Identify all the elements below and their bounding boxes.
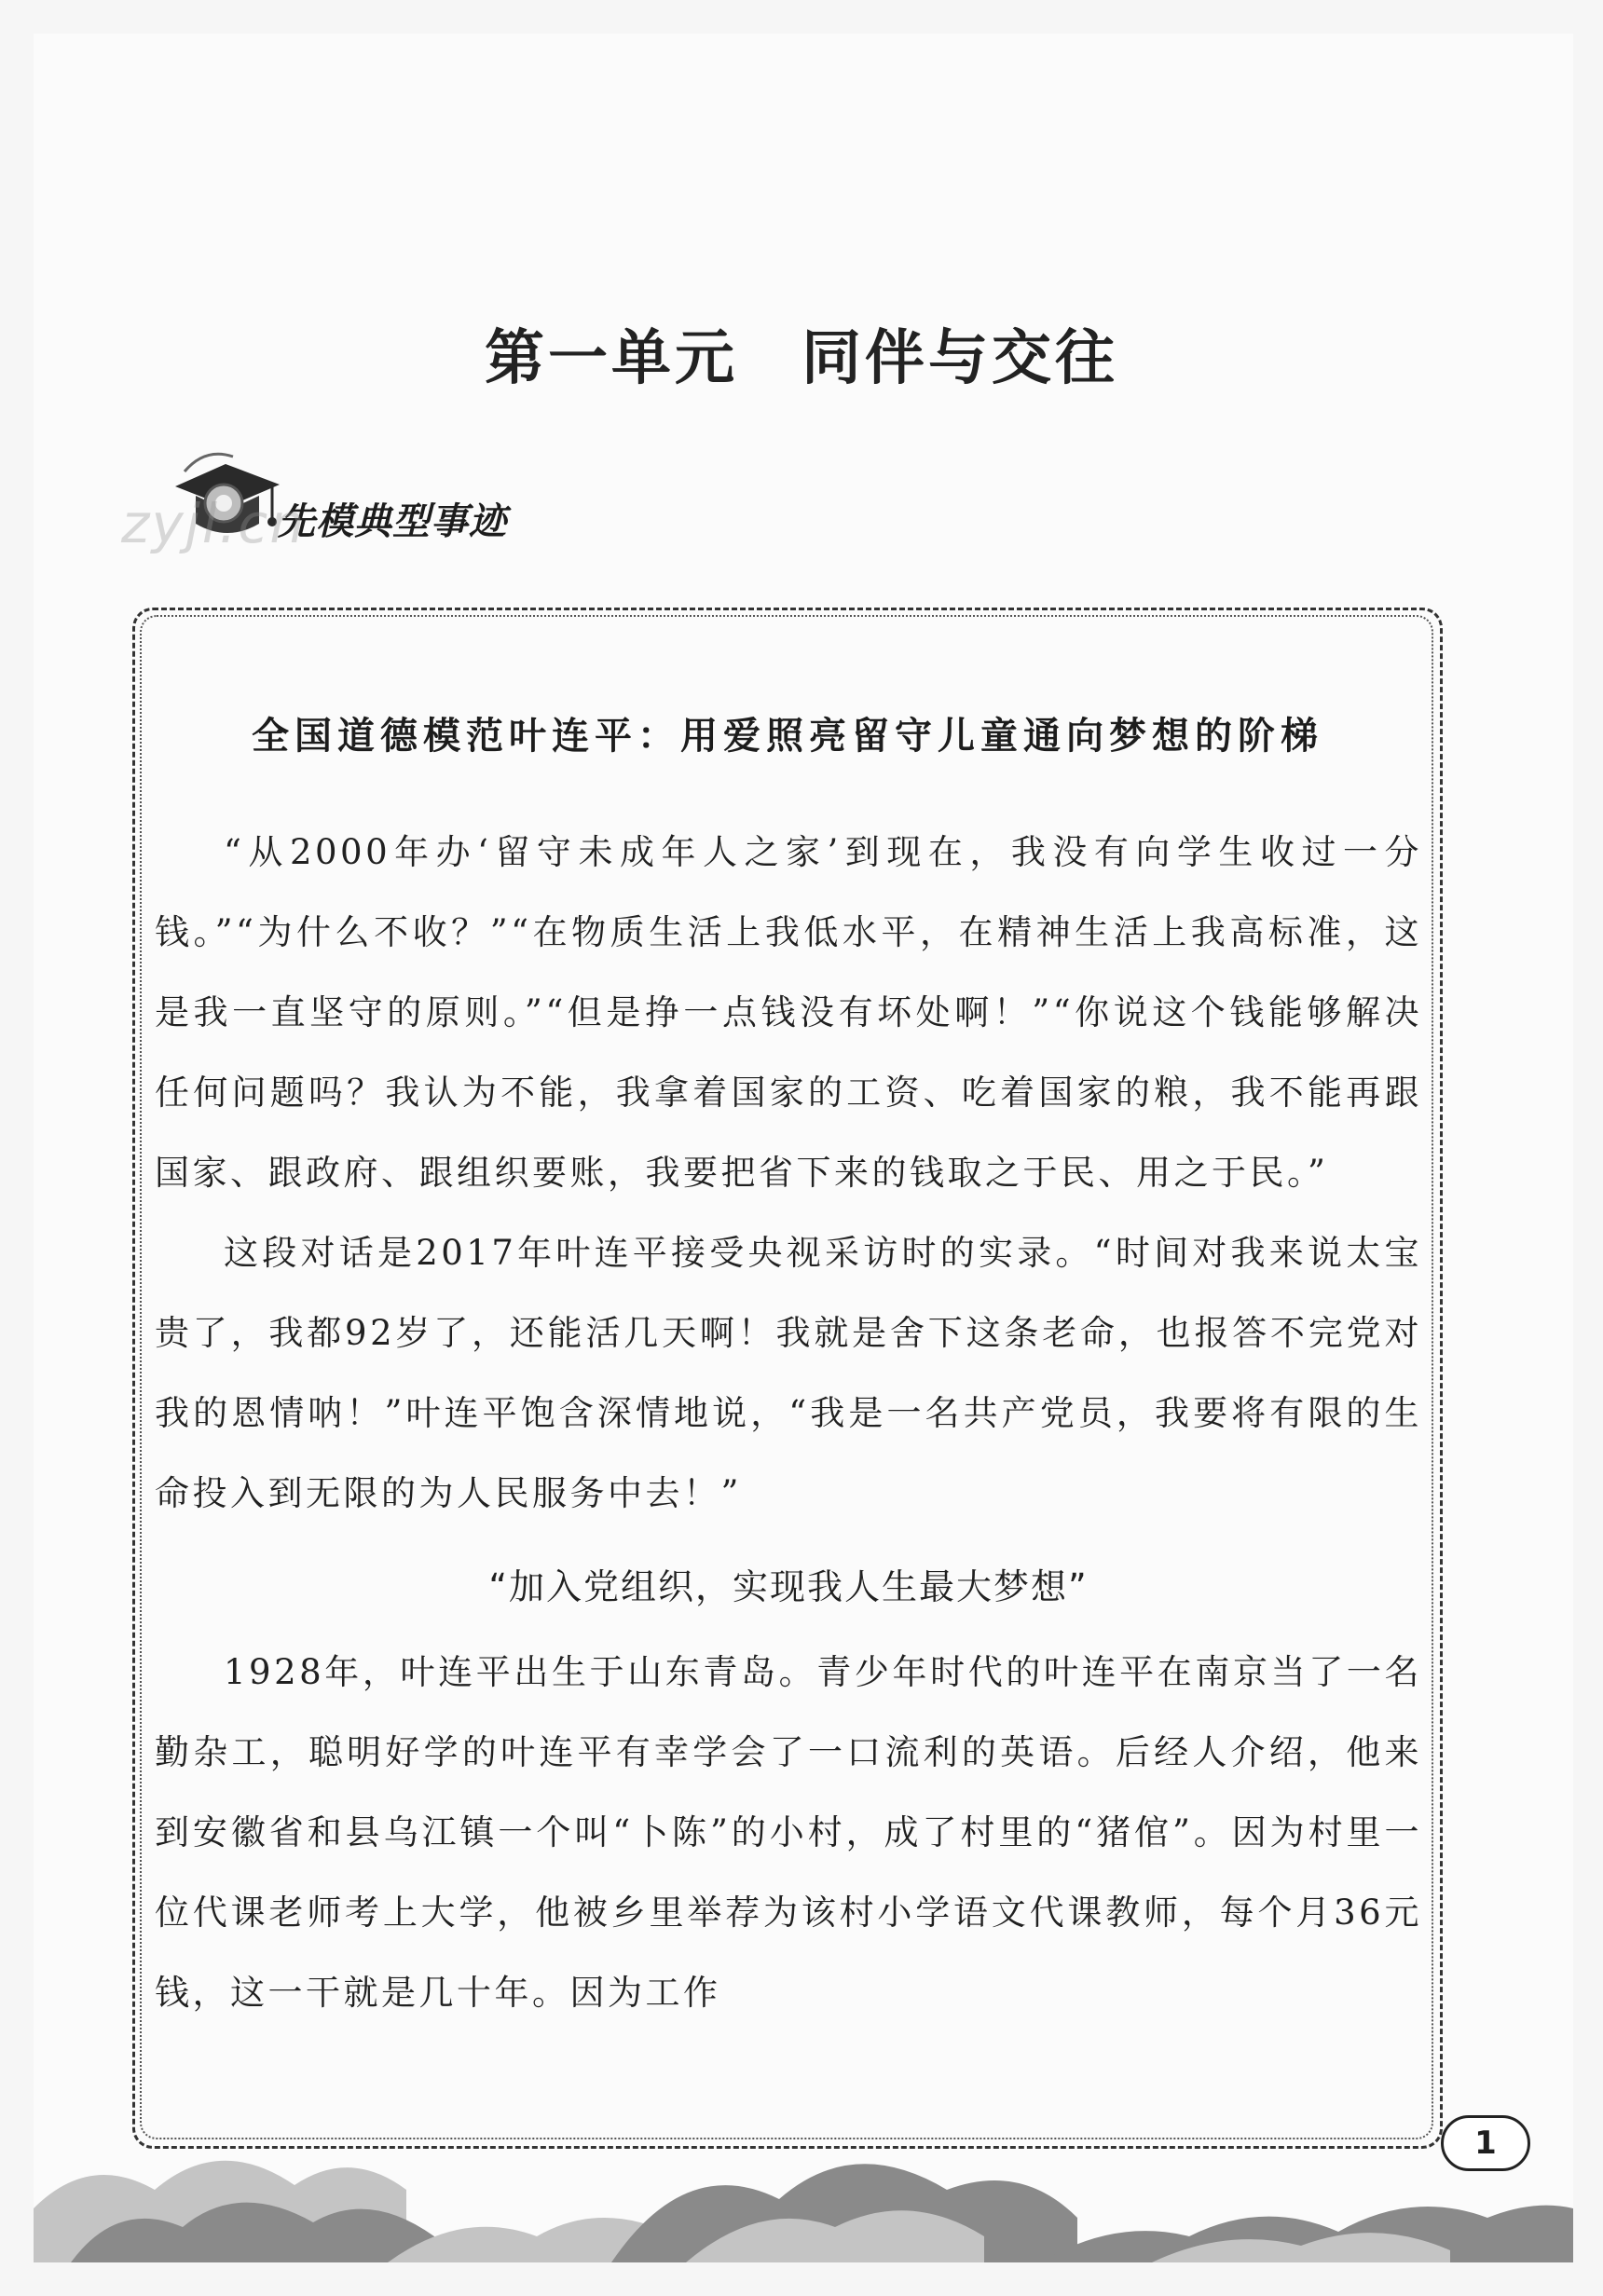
section-header-label: 先模典型事迹	[278, 500, 507, 543]
page-number: 1	[1441, 2115, 1530, 2171]
article-paragraph: “从2000年办‘留守未成年人之家’到现在，我没有向学生收过一分钱。”“为什么不收？”“在物质生活上我低水平，在精神生活上我高标准，这是我一直坚守的原则。”“但是挣一点钱没有坏处啊！”“你说这个钱能够解决任何问题吗？我认为不能，我拿着国家的工资、吃着国家的粮，我不能再跟国家、跟政府、跟组织要账，我要把省下来的钱取之于民、用之于民。”	[155, 832, 1422, 1193]
article-body	[155, 813, 1422, 2033]
article-paragraph: 1928年，叶连平出生于山东青岛。青少年时代的叶连平在南京当了一名勤杂工，聪明好学的叶连平有幸学会了一口流利的英语。后经人介绍，他来到安徽省和县乌江镇一个叫“卜陈”的小村，成了村里的“猪倌”。因为村里一位代课老师考上大学，他被乡里举荐为该村小学语文代课教师，每个月36元钱，这一干就是几十年。因为工作	[155, 1652, 1422, 2013]
footer-wave-decoration	[34, 2097, 1573, 2262]
unit-title: 第一单元 同伴与交往	[485, 322, 1118, 393]
article-paragraph: 这段对话是2017年叶连平接受央视采访时的实录。“时间对我来说太宝贵了，我都92岁了，还能活几天啊！我就是舍下这条老命，也报答不完党对我的恩情呐！”叶连平饱含深情地说，“我是一名共产党员，我要将有限的生命投入到无限的为人民服务中去！”	[155, 1233, 1422, 1513]
watermark: zyjl.cn	[121, 492, 307, 555]
article-subheading: “加入党组织，实现我人生最大梦想”	[488, 1566, 1089, 1607]
article-title: 全国道德模范叶连平：用爱照亮留守儿童通向梦想的阶梯	[252, 715, 1323, 758]
